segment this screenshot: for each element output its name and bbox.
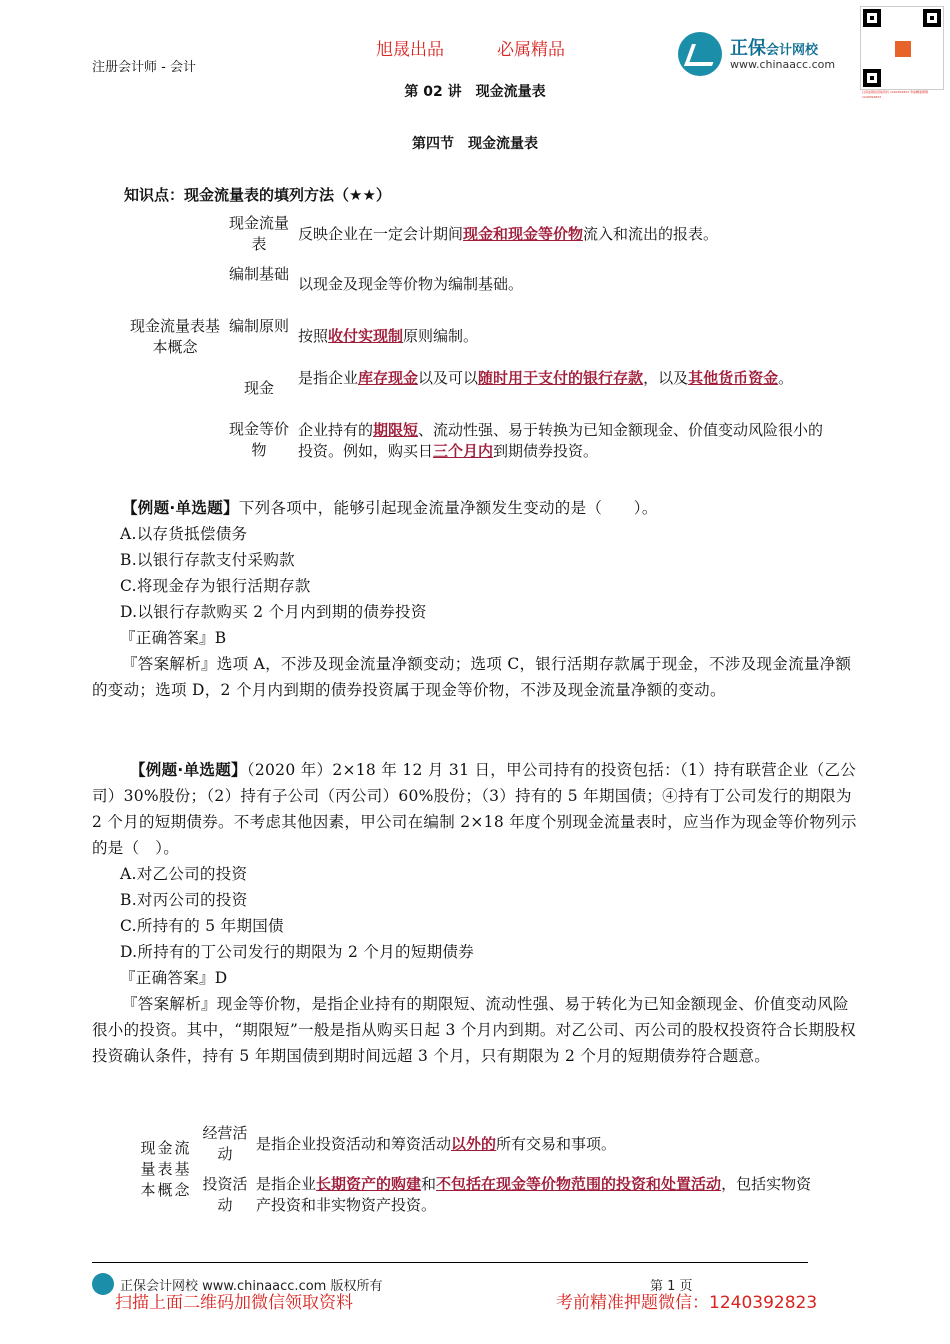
example2-analysis: 『答案解析』现金等价物，是指企业持有的期限短、流动性强、易于转化为已知金额现金、价值变动风险很小的投资。其中，“期限短”一般是指从购买日起 3 个月内到期。对乙公司、丙公司的股权投资符合长期股权投资确认条件，持有 5 年期国债到期时间远超 3 个月，只有期限为 2 个月的短期债券符合题意。 [92,995,856,1065]
description-text: 以现金及现金等价物为编制基础。 [298,275,524,293]
qr-note: 扫码加微信领取资料 1240392823 考前精准押题 1240392823 [862,90,928,99]
description-text: 所有交易和事项。 [496,1135,617,1153]
description-text: 原则编制。 [403,327,479,345]
qr-finder-icon [923,9,941,27]
example2-answer: 『正确答案』D [120,969,228,987]
footer-divider [92,1262,808,1263]
example1-options [92,521,862,651]
table2-group-label: 现金流量表基本概念 [140,1139,192,1199]
example1-answer: 『正确答案』B [120,629,227,647]
example2 [92,757,862,1069]
slogan-left: 旭晟出品 [376,40,444,60]
chinaacc-logo[interactable] [678,32,858,80]
highlighted-keyword: 不包括在现金等价物范围的投资和处置活动 [436,1175,722,1193]
description-text: 、流动性强、易于转换为已知金额现金、价值变动风险很小的投资。例如，购买日 [298,421,824,460]
footer-page-number: 第 1 页 [650,1279,693,1294]
concept-term: 投资活动 [202,1175,248,1214]
course-name: 注册会计师 - 会计 [92,60,196,75]
highlighted-keyword: 长期资产的购建 [316,1175,422,1193]
description-text: 。 [778,369,794,387]
example2-option-c: C.所持有的 5 年期国债 [120,917,284,935]
concept-description [256,1134,826,1155]
example2-question-line [92,757,862,861]
logo-name-small: 会计网校 [766,43,819,58]
description-text: 以及可以 [418,369,479,387]
example2-option-a: A.对乙公司的投资 [120,865,248,883]
concept-description [298,224,824,245]
example1-analysis: 『答案解析』选项 A，不涉及现金流量净额变动；选项 C，银行活期存款属于现金，不涉及现金流量净额的变动；选项 D，2 个月内到期的债券投资属于现金等价物，不涉及现金流量净额的变动。 [92,655,852,699]
concept-description [298,420,824,462]
description-text: 流入和流出的报表。 [583,225,719,243]
concept-description [298,274,824,295]
logo-url: www.chinaacc.com [730,58,836,71]
example2-option-d: D.所持有的丁公司发行的期限为 2 个月的短期债券 [120,943,475,961]
example1-question-line [92,495,862,521]
footer-copyright: 正保会计网校 www.chinaacc.com 版权所有 [120,1279,383,1294]
qr-finder-icon [863,9,881,27]
concept-term: 经营活动 [202,1124,248,1163]
description-text: 是指企业 [298,369,359,387]
footer-promo-left: 扫描上面二维码加微信领取资料 [115,1293,353,1313]
example1-question: 下列各项中，能够引起现金流量净额发生变动的是（ ）。 [238,499,658,517]
example1-option-c: C.将现金存为银行活期存款 [120,577,311,595]
highlighted-keyword: 收付实现制 [328,327,404,345]
example2-question: （2020 年）2×18 年 12 月 31 日，甲公司持有的投资包括：（1）持有联营企业（乙公司）30%股份；（2）持有子公司（丙公司）60%股份；（3）持有的 5 年期国债；④持有丁公司发行的期限为 2 个月的短期债券。不考虑其他因素，甲公司在编制 2×18 年度个别现金流量表时，应当作为现金等价物列示的是（ ）。 [92,761,857,857]
concept-term: 现金流量表 [228,214,289,253]
example1 [92,495,862,703]
table1-group-label: 现金流量表基本概念 [129,317,220,356]
concept-description [298,326,824,347]
slogan-right: 必属精品 [497,40,565,60]
qr-center-logo-icon [893,39,913,59]
highlighted-keyword: 库存现金 [358,369,419,387]
highlighted-keyword: 期限短 [373,421,419,439]
example1-option-d: D.以银行存款购买 2 个月内到期的债券投资 [120,603,427,621]
concept-description [256,1174,826,1216]
example1-option-b: B.以银行存款支付采购款 [120,551,295,569]
concept-term: 编制基础 [228,265,289,283]
concept-term: 现金等价物 [228,420,289,459]
wechat-qr-code-icon [860,6,944,90]
logo-mark-icon [678,32,722,76]
section-title: 第四节 现金流量表 [412,136,538,152]
lecture-title: 第 02 讲 现金流量表 [404,84,546,100]
description-text: 反映企业在一定会计期间 [298,225,464,243]
example2-options [92,861,862,991]
description-text: 企业持有的 [298,421,374,439]
concept-term: 现金 [243,379,274,397]
description-text: 按照 [298,327,329,345]
knowledge-point-heading: 知识点：现金流量表的填列方法（★★） [124,186,391,204]
example1-option-a: A.以存货抵偿债务 [120,525,248,543]
description-text: 到期债券投资。 [493,442,599,460]
description-text: ，以及 [643,369,689,387]
footer-logo-icon [92,1273,114,1295]
highlighted-keyword: 其他货币资金 [688,369,779,387]
concept-term: 编制原则 [228,317,289,335]
highlighted-keyword: 以外的 [451,1135,497,1153]
highlighted-keyword: 随时用于支付的银行存款 [478,369,644,387]
footer-promo-right: 考前精准押题微信：1240392823 [556,1293,818,1313]
description-text: ，包括实物资产投资和非实物资产投资。 [256,1175,812,1214]
description-text: 是指企业投资活动和筹资活动 [256,1135,452,1153]
description-text: 是指企业 [256,1175,317,1193]
logo-name: 正保 [730,38,766,59]
concept-description [298,368,824,389]
example1-label: 【例题·单选题】 [122,499,239,517]
example2-label: 【例题·单选题】 [130,761,247,779]
description-text: 和 [421,1175,437,1193]
highlighted-keyword: 三个月内 [433,442,494,460]
highlighted-keyword: 现金和现金等价物 [463,225,584,243]
example2-option-b: B.对丙公司的投资 [120,891,248,909]
